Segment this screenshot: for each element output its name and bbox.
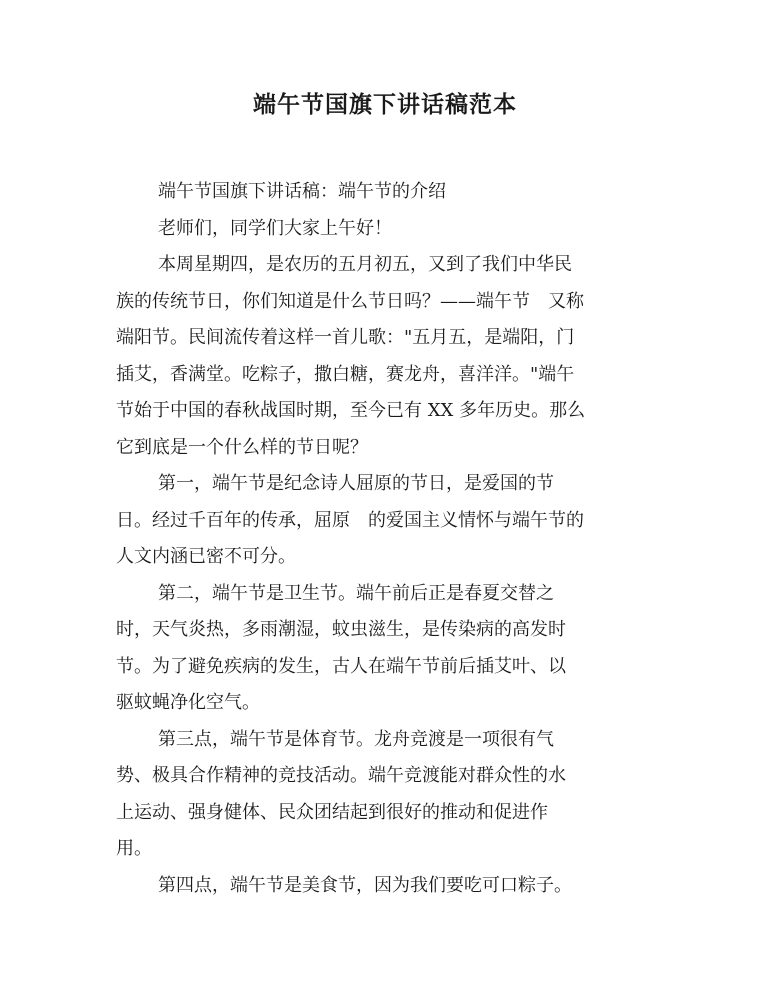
text-line: 端阳节。民间流传着这样一首儿歌："五月五，是端阳，门 [116, 327, 575, 348]
text-line: 用。 [116, 838, 152, 859]
text-line: 族的传统节日，你们知道是什么节日吗？——端午节 又称 [116, 290, 584, 312]
text-line: 插艾，香满堂。吃粽子，撒白糖，赛龙舟，喜洋洋。"端午 [116, 363, 575, 385]
text-line: 第一，端午节是纪念诗人屈原的节日，是爱国的节 [158, 473, 554, 494]
document-body [116, 174, 661, 904]
text-line: 驱蚊蝇净化空气。 [116, 692, 260, 713]
text-line: 本周星期四，是农历的五月初五，又到了我们中华民 [158, 254, 572, 275]
text-line: 端午节国旗下讲话稿：端午节的介绍 [158, 181, 446, 202]
document-title: 端午节国旗下讲话稿范本 [253, 92, 517, 118]
text-line: 上运动、强身健体、民众团结起到很好的推动和促进作 [116, 801, 548, 823]
text-line: 老师们，同学们大家上午好！ [158, 217, 392, 239]
text-line: 日。经过千百年的传承，屈原 的爱国主义情怀与端午节的 [116, 509, 584, 531]
text-line: 时，天气炎热，多雨潮湿，蚊虫滋生，是传染病的高发时 [116, 619, 566, 640]
text-line: 它到底是一个什么样的节日呢？ [116, 436, 368, 458]
text-line: 节。为了避免疾病的发生，古人在端午节前后插艾叶、以 [116, 655, 566, 677]
text-line: 势、极具合作精神的竞技活动。端午竞渡能对群众性的水 [116, 765, 566, 786]
text-line: 第二，端午节是卫生节。端午前后正是春夏交替之 [158, 582, 554, 604]
text-line: 第三点，端午节是体育节。龙舟竞渡是一项很有气 [158, 728, 554, 750]
text-line: 第四点，端午节是美食节，因为我们要吃可口粽子。 [158, 874, 572, 896]
text-line: 节始于中国的春秋战国时期，至今已有 XX 多年历史。那么 [116, 400, 586, 421]
text-line: 人文内涵已密不可分。 [116, 546, 296, 567]
